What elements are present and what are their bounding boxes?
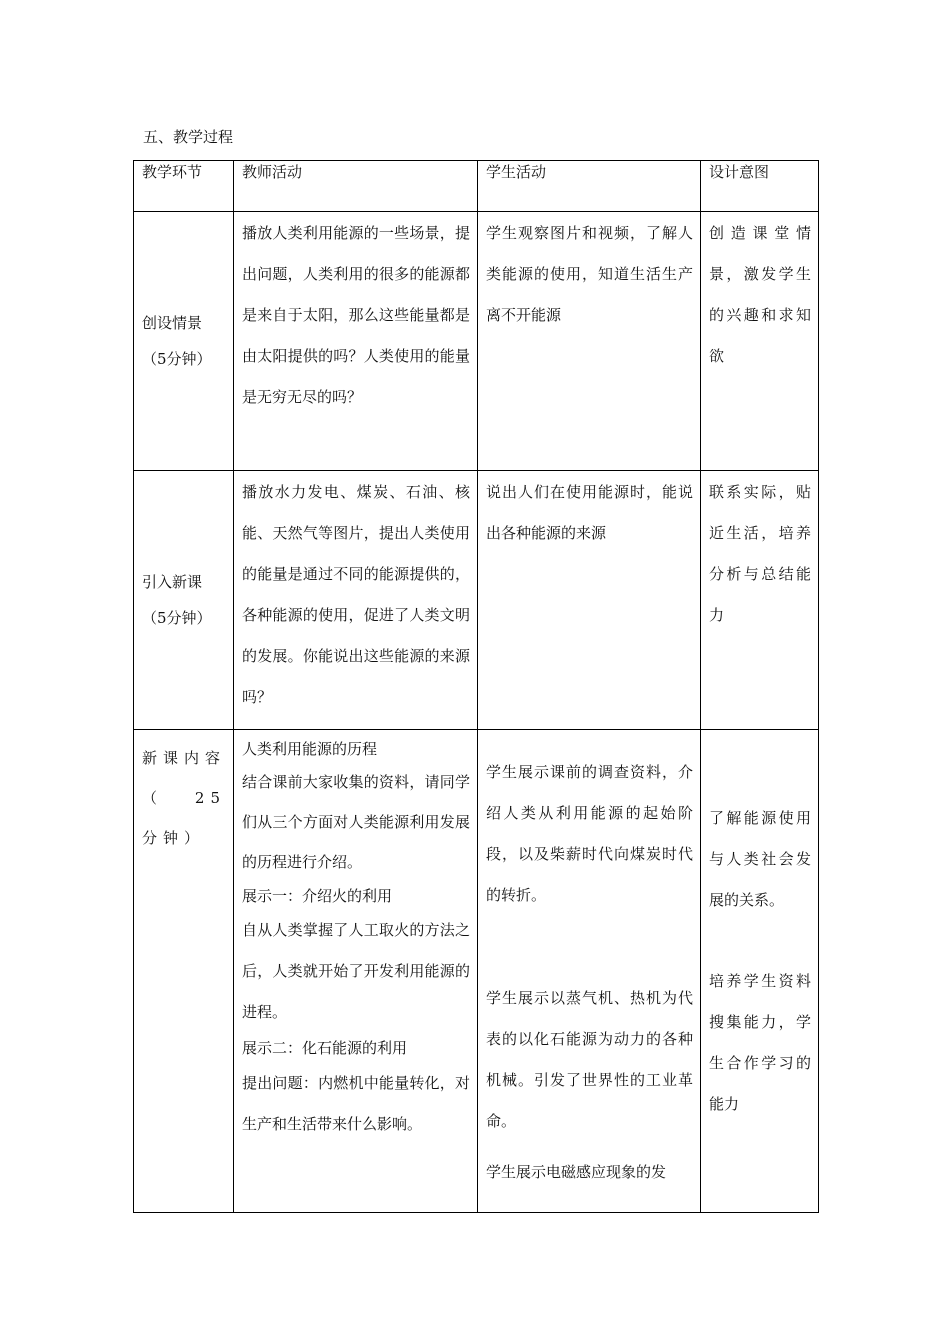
header-intent: 设计意图	[709, 163, 770, 181]
stage-duration: （5分钟）	[142, 350, 212, 368]
header-cell	[234, 161, 478, 212]
teacher-paragraph: 提出问题：内燃机中能量转化，对生产和生活带来什么影响。	[242, 1074, 470, 1133]
intent-cell	[701, 471, 819, 730]
intent-cell	[701, 730, 819, 1213]
teacher-paragraph: 自从人类掌握了人工取火的方法之后，人类就开始了开发利用能源的进程。	[242, 921, 470, 1021]
teacher-cell	[234, 730, 478, 1213]
stage-label: 引入新课	[142, 573, 203, 591]
student-cell	[478, 471, 701, 730]
header-stage: 教学环节	[142, 163, 203, 181]
student-cell	[478, 730, 701, 1213]
lesson-process-table	[133, 160, 819, 1213]
student-paragraph: 学生展示课前的调查资料，介绍人类从利用能源的起始阶段，以及柴薪时代向煤炭时代的转折。	[486, 763, 693, 904]
student-text: 学生观察图片和视频，了解人类能源的使用，知道生活生产离不开能源	[486, 224, 693, 324]
intent-paragraph: 培养学生资料搜集能力，学生合作学习的能力	[709, 972, 811, 1113]
student-cell	[478, 212, 701, 471]
table-row	[134, 212, 819, 471]
teacher-cell	[234, 471, 478, 730]
student-paragraph: 学生展示以蒸气机、热机为代表的以化石能源为动力的各种机械。引发了世界性的工业革命。	[486, 989, 693, 1130]
table-row	[134, 730, 819, 1213]
table-row	[134, 471, 819, 730]
stage-cell	[134, 212, 234, 471]
teacher-cell	[234, 212, 478, 471]
intent-text: 联系实际，贴近生活，培养分析与总结能力	[709, 483, 811, 624]
stage-duration: （5分钟）	[142, 609, 212, 627]
header-cell	[701, 161, 819, 212]
header-cell	[134, 161, 234, 212]
student-paragraph: 学生展示电磁感应现象的发	[486, 1163, 667, 1181]
intent-cell	[701, 212, 819, 471]
header-student: 学生活动	[486, 163, 547, 181]
stage-cell	[134, 471, 234, 730]
section-title: 五、教学过程	[143, 128, 234, 146]
stage-label: 新课内容	[142, 749, 227, 767]
teacher-paragraph: 人类利用能源的历程	[242, 740, 378, 758]
stage-duration: （ 25 分钟）	[142, 789, 226, 847]
teacher-text: 播放人类利用能源的一些场景，提出问题，人类利用的很多的能源都是来自于太阳，那么这些能量都是由太阳提供的吗？人类使用的能量是无穷无尽的吗？	[242, 224, 470, 406]
stage-cell	[134, 730, 234, 1213]
intent-paragraph: 了解能源使用与人类社会发展的关系。	[709, 809, 811, 909]
header-teacher: 教师活动	[242, 163, 303, 181]
table-header-row	[134, 161, 819, 212]
header-cell	[478, 161, 701, 212]
teacher-paragraph: 展示一：介绍火的利用	[242, 887, 393, 905]
stage-label: 创设情景	[142, 314, 203, 332]
teacher-paragraph: 结合课前大家收集的资料，请同学们从三个方面对人类能源利用发展的历程进行介绍。	[242, 773, 470, 871]
teacher-paragraph: 展示二：化石能源的利用	[242, 1039, 408, 1057]
teacher-text: 播放水力发电、煤炭、石油、核能、天然气等图片，提出人类使用的能量是通过不同的能源提供的，各种能源的使用，促进了人类文明的发展。你能说出这些能源的来源吗？	[242, 483, 470, 706]
intent-text: 创造课堂情景，激发学生的兴趣和求知欲	[709, 224, 811, 365]
student-text: 说出人们在使用能源时，能说出各种能源的来源	[486, 483, 693, 542]
